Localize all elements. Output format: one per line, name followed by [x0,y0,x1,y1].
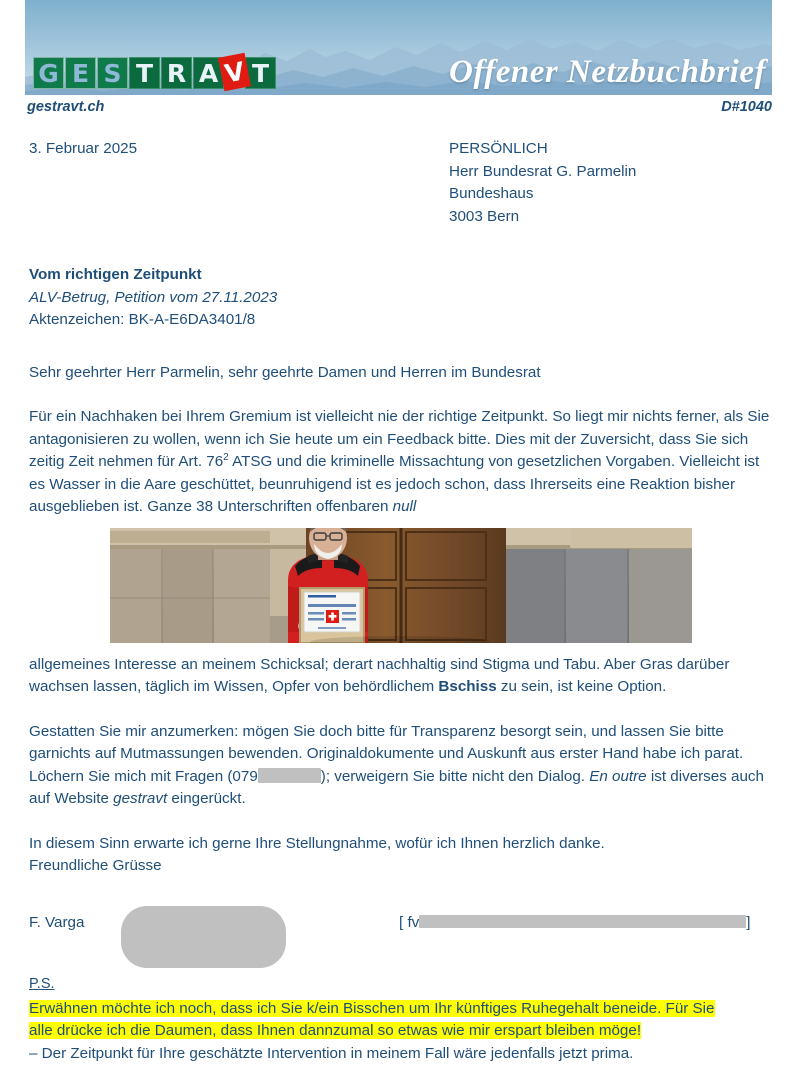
paragraph-2-end: zu sein, ist keine Option. [497,678,667,695]
logo-letter-3: T [129,57,160,89]
email-bracket-open: [ fv [399,914,419,931]
paragraph-3-italic-en-outre: En outre [589,768,646,785]
redacted-signature [121,906,286,968]
logo-letter-2: S [97,57,128,89]
email-bracket-close: ] [746,914,750,931]
signature-name-wrap [29,912,399,935]
signature-name: F. Varga [29,914,84,931]
ps-line-1: Erwähnen möchte ich noch, dass ich Sie k/ein Bisschen um Ihr künftiges Ruhegehalt beneide. Für Sie [29,1000,715,1017]
letter-date: 3. Februar 2025 [29,138,449,161]
ps-line-1-wrap [29,998,773,1021]
paragraph-3-italic-gestravt: gestravt [113,790,167,807]
article-superscript: 2 [223,452,229,463]
recipient-line-2: Bundeshaus [449,183,636,206]
subject-reference: Aktenzeichen: BK-A-E6DA3401/8 [29,309,773,332]
header-banner [25,0,772,95]
ps-line-2: alle drücke ich die Daumen, dass Ihnen dannzumal so etwas wie mir erspart bleiben möge! [29,1022,641,1039]
subject-block [29,264,773,332]
recipient-line-1: Herr Bundesrat G. Parmelin [449,161,636,184]
logo-letter-6: V [218,53,251,92]
ps-line-2-wrap [29,1020,773,1043]
petition-photo [110,528,692,643]
ps-body [29,998,773,1043]
logo-letter-0: G [33,57,64,89]
paragraph-3-part-b: ); verweigern Sie bitte nicht den Dialog. [321,768,589,785]
paragraph-2-text: allgemeines Interesse an meinem Schicksal; derart nachhaltig sind Stigma und Tabu. Aber Gras darüber wachsen lassen, täglich im Wissen, Opfer von behördlichem [29,656,729,696]
banner-title: Offener Netzbuchbrief [449,54,766,91]
paragraph-3 [29,721,773,811]
email-wrap [399,912,751,935]
subject-title: Vom richtigen Zeitpunkt [29,264,773,287]
paragraph-1-part-a: Für ein Nachhaken bei Ihrem Gremium ist vielleicht nie der richtige Zeitpunkt. So liegt mir nichts ferner, als Sie antagonisieren zu wollen, wenn ich Sie heute um ein Feedback bitte. Dies mit der Zuversicht, dass Sie sich zeitig Zeit nehmen für Art. 76 [29,408,769,470]
letter-body [29,138,773,1065]
document-id: D#1040 [721,99,772,115]
header-meta-row [27,99,772,115]
paragraph-3-part-d: eingerückt. [167,790,246,807]
logo-letter-1: E [65,57,96,89]
signature-row [29,912,773,935]
ps-label: P.S. [29,973,773,996]
paragraph-1-part-b: ATSG und die kriminelle Missachtung von gesetzlichen Vorgaben. Vielleicht ist es Wasser in die Aare geschüttet, beunruhigend ist es jedoch schon, dass Ihrerseits eine Reaktion bisher ausgeblieben ist. Ganze 38 Unterschriften offenbaren [29,453,759,515]
paragraph-2-bold: Bschiss [438,678,496,695]
paragraph-3-part-a: Gestatten Sie mir anzumerken: mögen Sie doch bitte für Transparenz besorgt sein, und lassen Sie bitte garnichts auf Mutmassungen bewenden. Originaldokumente und Auskunft aus erster Hand habe ich parat. Löchern Sie mich mit Fragen (079 [29,723,743,785]
address-row [29,138,773,228]
paragraph-3-part-c: ist diverses auch auf Website [29,768,764,808]
recipient-line-0: PERSÖNLICH [449,138,636,161]
redacted-email [419,915,746,928]
logo-letter-7: T [245,57,276,89]
logo-letter-4: R [161,57,192,89]
paragraph-1 [29,406,773,519]
final-note: – Der Zeitpunkt für Ihre geschätzte Intervention in meinem Fall wäre jedenfalls jetzt prima. [29,1043,773,1065]
subject-subtitle: ALV-Betrug, Petition vom 27.11.2023 [29,287,773,310]
redacted-phone-number [258,768,321,783]
paragraph-2 [29,654,773,699]
salutation: Sehr geehrter Herr Parmelin, sehr geehrte Damen und Herren im Bundesrat [29,362,773,385]
site-label: gestravt.ch [27,99,104,115]
closing-line-1: In diesem Sinn erwarte ich gerne Ihre Stellungnahme, wofür ich Ihnen herzlich danke. [29,833,773,856]
recipient-address [449,138,636,228]
gestravt-logo [33,55,277,89]
paragraph-1-italic-tail: null [393,498,417,515]
closing-line-2: Freundliche Grüsse [29,855,773,878]
recipient-line-3: 3003 Bern [449,206,636,229]
logo-letter-5: A [193,57,224,89]
